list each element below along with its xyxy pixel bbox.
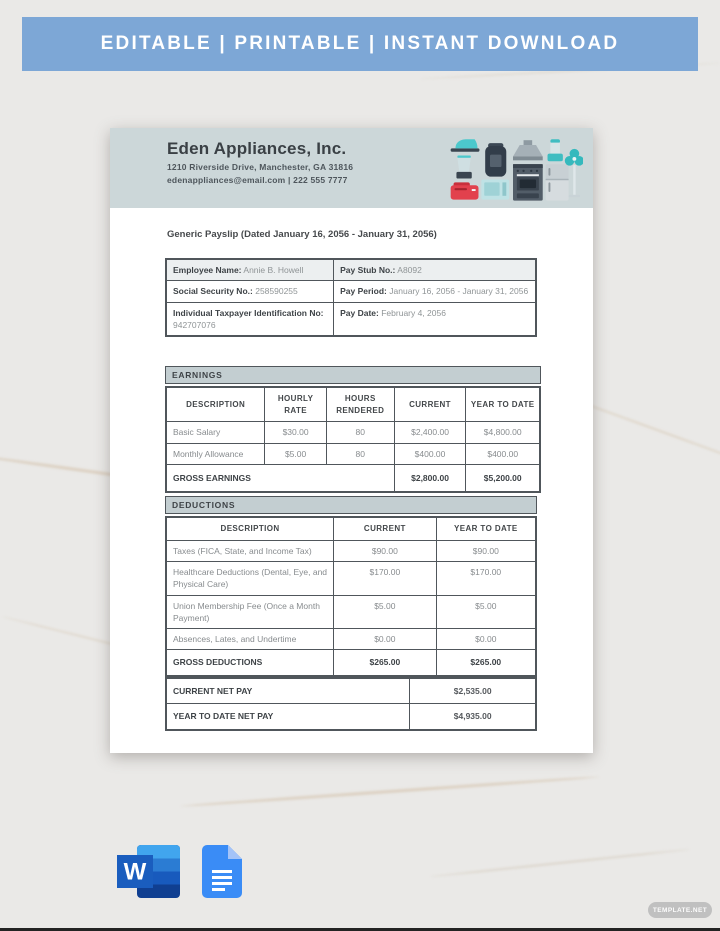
deductions-table: [165, 516, 537, 677]
deduction-ytd: $90.00: [436, 540, 536, 561]
gross-earnings-row: [166, 464, 540, 492]
earning-description: Monthly Allowance: [166, 443, 265, 464]
ytd-net-pay-label: YEAR TO DATE NET PAY: [166, 704, 410, 730]
earnings-table: [165, 386, 541, 493]
earning-hours: 80: [326, 422, 394, 443]
earnings-section-header: EARNINGS: [165, 366, 541, 384]
earning-ytd: $400.00: [466, 443, 540, 464]
taxpayer-id-cell: [166, 302, 334, 336]
field-label: Pay Date:: [340, 307, 379, 318]
column-header: DESCRIPTION: [166, 517, 334, 540]
deduction-description: Union Membership Fee (Once a Month Payment): [166, 595, 334, 629]
table-row: [166, 629, 536, 650]
table-header-row: [166, 387, 540, 422]
column-header: DESCRIPTION: [166, 387, 265, 422]
column-header: HOURS RENDERED: [326, 387, 394, 422]
earning-current: $400.00: [394, 443, 466, 464]
table-row: [166, 540, 536, 561]
table-row: [166, 704, 536, 730]
company-address: 1210 Riverside Drive, Manchester, GA 31816: [167, 162, 354, 172]
company-name: Eden Appliances, Inc.: [167, 139, 347, 158]
deduction-description: Absences, Lates, and Undertime: [166, 629, 334, 650]
table-header-row: [166, 517, 536, 540]
table-row: [166, 678, 536, 704]
google-docs-icon[interactable]: [202, 845, 242, 898]
field-value: 258590255: [255, 286, 298, 297]
earning-current: $2,400.00: [394, 422, 466, 443]
marble-vein: [431, 848, 690, 877]
table-row: [166, 259, 536, 281]
employee-name-cell: [166, 259, 334, 281]
social-security-cell: [166, 281, 334, 302]
table-row: [166, 443, 540, 464]
gross-earnings-ytd: $5,200.00: [466, 464, 540, 492]
deductions-section-header: DEDUCTIONS: [165, 496, 537, 514]
gross-deductions-ytd: $265.00: [436, 650, 536, 676]
earning-hourly-rate: $30.00: [265, 422, 327, 443]
deduction-description: Healthcare Deductions (Dental, Eye, and Physical Care): [166, 561, 334, 595]
gross-deductions-row: [166, 650, 536, 676]
deduction-ytd: $170.00: [436, 561, 536, 595]
earning-hours: 80: [326, 443, 394, 464]
earning-hourly-rate: $5.00: [265, 443, 327, 464]
deduction-current: $170.00: [334, 561, 436, 595]
table-row: [166, 302, 536, 336]
field-value: A8092: [397, 265, 422, 275]
deduction-current: $90.00: [334, 540, 436, 561]
ms-word-icon[interactable]: [117, 845, 180, 898]
earning-description: Basic Salary: [166, 422, 265, 443]
column-header: YEAR TO DATE: [466, 387, 540, 422]
deduction-current: $5.00: [334, 595, 436, 629]
current-net-pay-label: CURRENT NET PAY: [166, 678, 410, 704]
earning-ytd: $4,800.00: [466, 422, 540, 443]
ytd-net-pay-value: $4,935.00: [410, 704, 536, 730]
field-value: January 16, 2056 - January 31, 2056: [389, 286, 529, 297]
deduction-ytd: $0.00: [436, 629, 536, 650]
field-value: Annie B. Howell: [243, 265, 304, 275]
table-row: [166, 561, 536, 595]
svg-text:W: W: [123, 858, 147, 886]
table-row: [166, 422, 540, 443]
column-header: CURRENT: [394, 387, 466, 422]
field-value: February 4, 2056: [381, 307, 446, 318]
earnings-section: [165, 366, 541, 493]
gross-deductions-current: $265.00: [334, 650, 436, 676]
deductions-section: [165, 496, 537, 677]
field-value: 942707076: [173, 319, 216, 330]
column-header: YEAR TO DATE: [436, 517, 536, 540]
promo-banner-text: EDITABLE | PRINTABLE | INSTANT DOWNLOAD: [100, 33, 620, 54]
company-contact: edenappliances@email.com | 222 555 7777: [167, 175, 348, 185]
current-net-pay-value: $2,535.00: [410, 678, 536, 704]
table-row: [166, 595, 536, 629]
marble-vein: [180, 775, 599, 807]
field-label: Pay Stub No.:: [340, 265, 396, 275]
watermark-text: TEMPLATE.NET: [652, 906, 708, 914]
promo-banner: [22, 17, 698, 71]
gross-deductions-label: GROSS DEDUCTIONS: [166, 650, 334, 676]
field-label: Social Security No.:: [173, 286, 253, 297]
column-header: HOURLY RATE: [265, 387, 327, 422]
pay-stub-no-cell: [334, 259, 536, 281]
document-header-band: [110, 128, 593, 208]
field-label: Pay Period:: [340, 286, 387, 297]
gross-earnings-label: GROSS EARNINGS: [166, 464, 394, 492]
deduction-ytd: $5.00: [436, 595, 536, 629]
field-label: Individual Taxpayer Identification No:: [173, 307, 324, 318]
table-row: [166, 281, 536, 302]
deduction-description: Taxes (FICA, State, and Income Tax): [166, 540, 334, 561]
employee-info-table: [165, 258, 537, 337]
payslip-title: Generic Payslip (Dated January 16, 2056 - January 31, 2056): [167, 229, 437, 240]
deduction-current: $0.00: [334, 629, 436, 650]
gross-earnings-current: $2,800.00: [394, 464, 466, 492]
net-pay-table: [165, 677, 537, 731]
watermark-badge: [648, 902, 712, 918]
appliances-illustration-icon: [443, 133, 583, 203]
payslip-document: [110, 128, 593, 753]
pay-period-cell: [334, 281, 536, 302]
field-label: Employee Name:: [173, 265, 242, 275]
column-header: CURRENT: [334, 517, 436, 540]
pay-date-cell: [334, 302, 536, 336]
company-block: [167, 139, 353, 185]
